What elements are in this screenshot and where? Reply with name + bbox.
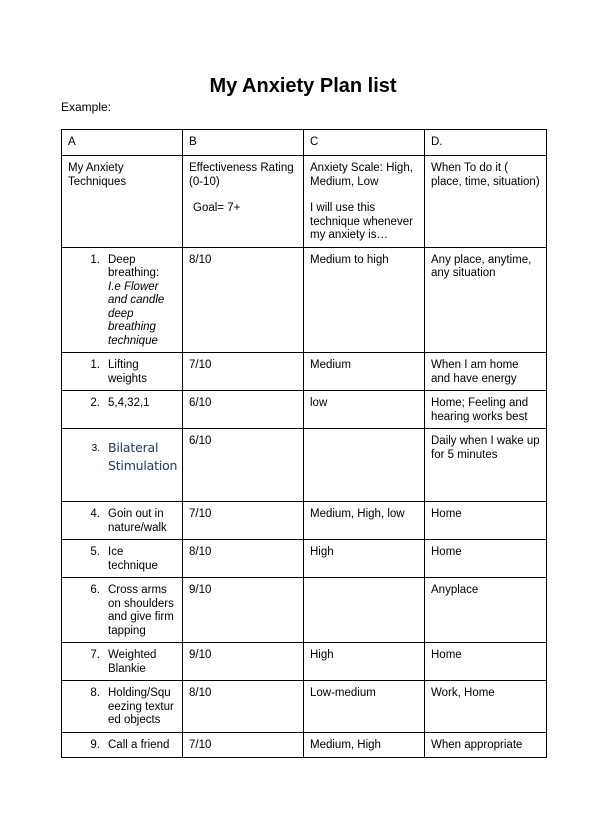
when-cell: When I am home and have energy <box>425 353 547 391</box>
rating-cell: 8/10 <box>183 247 304 353</box>
technique-name: Deep breathing: <box>108 253 160 279</box>
table-row <box>62 681 547 733</box>
column-letter-b: B <box>183 130 304 156</box>
table-row <box>62 502 547 540</box>
row-number: 2. <box>90 397 100 409</box>
when-cell: Daily when I wake up for 5 minutes <box>425 429 547 502</box>
technique-name: Holding/Squeezing textured objects <box>108 687 174 726</box>
technique-name: Bilateral Stimulation <box>108 440 178 473</box>
row-number: 8. <box>90 687 100 699</box>
table-row <box>62 732 547 757</box>
table-row <box>62 391 547 429</box>
rating-cell: 6/10 <box>183 391 304 429</box>
when-cell: Work, Home <box>425 681 547 733</box>
row-number: 6. <box>90 584 100 596</box>
scale-cell: low <box>304 391 425 429</box>
rating-cell: 9/10 <box>183 643 304 681</box>
row-number: 4. <box>90 508 100 520</box>
when-cell: Home <box>425 643 547 681</box>
example-label: Example: <box>61 100 112 114</box>
column-letter-d: D. <box>425 130 547 156</box>
rating-cell: 8/10 <box>183 540 304 578</box>
header-techniques: My Anxiety Techniques <box>62 156 183 248</box>
column-letter-a: A <box>62 130 183 156</box>
table-row <box>62 353 547 391</box>
header-rating-range: (0-10) <box>189 175 220 188</box>
when-cell: Anyplace <box>425 578 547 643</box>
header-when: When To do it ( place, time, situation) <box>425 156 547 248</box>
header-rating-goal: Goal= 7+ <box>193 202 241 214</box>
row-number: 3. <box>91 443 100 454</box>
when-cell: Home <box>425 540 547 578</box>
anxiety-plan-table <box>61 129 547 758</box>
table-row <box>62 247 547 353</box>
table-row <box>62 643 547 681</box>
technique-name: Call a friend <box>108 738 170 751</box>
header-rating-title: Effectiveness Rating <box>189 162 294 174</box>
scale-cell: Medium to high <box>304 247 425 353</box>
scale-cell: High <box>304 540 425 578</box>
rating-cell: 8/10 <box>183 681 304 733</box>
document-title: My Anxiety Plan list <box>209 75 397 97</box>
scale-cell: Medium, High <box>304 732 425 757</box>
when-cell: Home <box>425 502 547 540</box>
table-row <box>62 540 547 578</box>
header-scale-note: I will use this technique whenever my anxiety is… <box>310 202 413 241</box>
row-number: 9. <box>90 738 100 751</box>
scale-cell: High <box>304 643 425 681</box>
column-letter-c: C <box>304 130 425 156</box>
scale-cell <box>304 429 425 502</box>
header-row <box>62 156 547 248</box>
header-scale-title: Anxiety Scale: High, Medium, Low <box>310 162 413 188</box>
technique-name: Lifting weights <box>108 359 147 385</box>
scale-cell <box>304 578 425 643</box>
rating-cell: 7/10 <box>183 732 304 757</box>
header-scale <box>304 156 425 248</box>
scale-cell: Medium, High, low <box>304 502 425 540</box>
header-rating <box>183 156 304 248</box>
row-number: 1. <box>90 359 100 371</box>
technique-name: Ice technique <box>108 546 158 572</box>
when-cell: When appropriate <box>425 732 547 757</box>
rating-cell: 7/10 <box>183 353 304 391</box>
rating-cell: 6/10 <box>183 429 304 502</box>
scale-cell: Medium <box>304 353 425 391</box>
technique-name: Cross arms on shoulders and give firm tapping <box>108 584 174 637</box>
technique-name: Weighted Blankie <box>108 649 157 675</box>
when-cell: Any place, anytime, any situation <box>425 247 547 353</box>
column-letter-row <box>62 130 547 156</box>
rating-cell: 9/10 <box>183 578 304 643</box>
row-number: 7. <box>90 649 100 661</box>
when-cell: Home; Feeling and hearing works best <box>425 391 547 429</box>
table-row <box>62 578 547 643</box>
technique-name: 5,4,32,1 <box>108 397 150 409</box>
rating-cell: 7/10 <box>183 502 304 540</box>
row-number: 1. <box>90 253 100 266</box>
row-number: 5. <box>90 546 100 558</box>
technique-note: I.e Flower and candle deep breathing technique <box>108 280 165 347</box>
technique-name: Goin out in nature/walk <box>108 508 167 534</box>
scale-cell: Low-medium <box>304 681 425 733</box>
table-row <box>62 429 547 502</box>
